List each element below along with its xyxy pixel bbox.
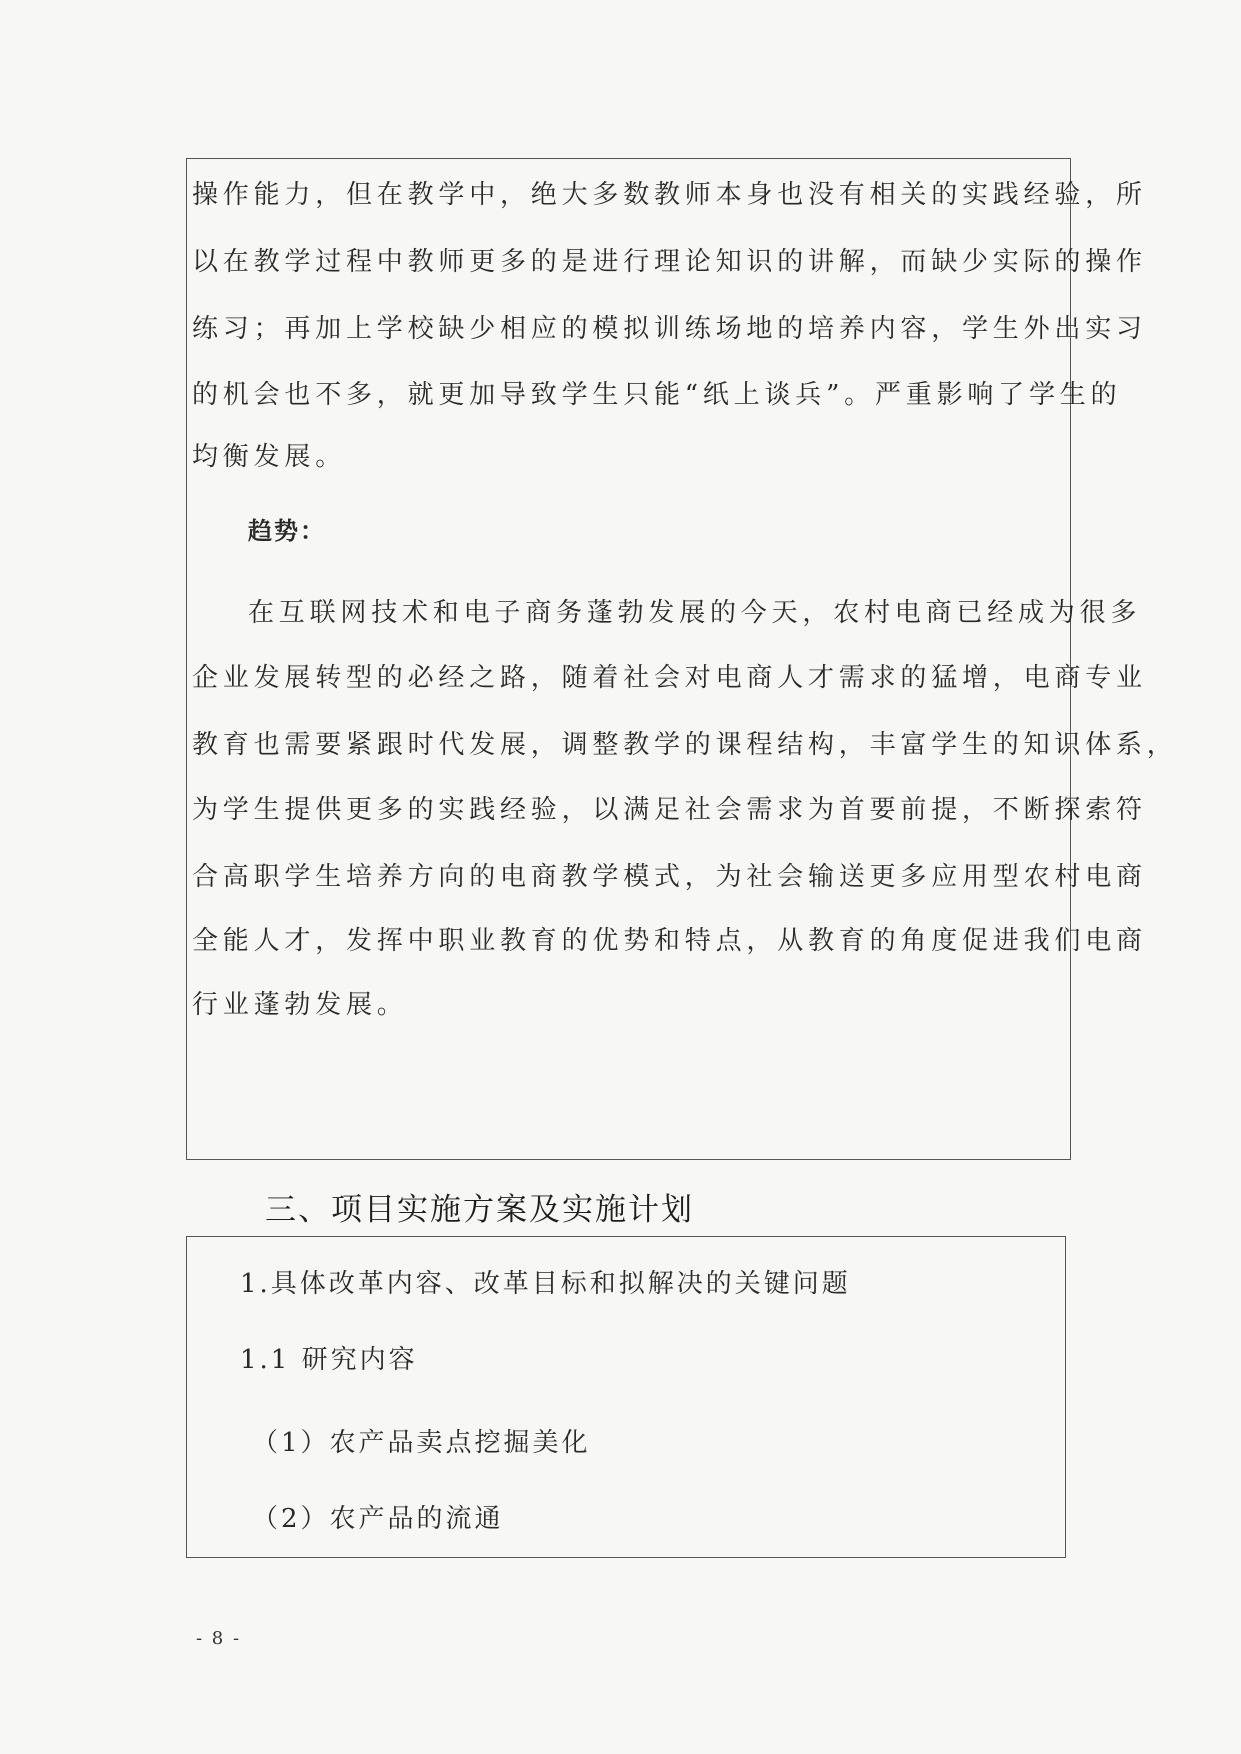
paragraph-line: 以在教学过程中教师更多的是进行理论知识的讲解，而缺少实际的操作 — [192, 247, 1147, 277]
paragraph-line: 的机会也不多，就更加导致学生只能“纸上谈兵”。严重影响了学生的 — [192, 380, 1122, 410]
paragraph-line: 均衡发展。 — [192, 442, 347, 472]
paragraph-line: 企业发展转型的必经之路，随着社会对电商人才需求的猛增，电商专业 — [192, 663, 1147, 693]
trend-heading: 趋势： — [248, 516, 326, 545]
paragraph-line: 练习；再加上学校缺少相应的模拟训练场地的培养内容，学生外出实习 — [192, 314, 1147, 344]
paragraph-line: 合高职学生培养方向的电商教学模式，为社会输送更多应用型农村电商 — [192, 862, 1147, 892]
paragraph-line: 教育也需要紧跟时代发展，调整教学的课程结构，丰富学生的知识体系， — [192, 730, 1178, 760]
paragraph-line: 为学生提供更多的实践经验，以满足社会需求为首要前提，不断探索符 — [192, 795, 1147, 825]
paragraph-line: 在互联网技术和电子商务蓬勃发展的今天，农村电商已经成为很多 — [248, 598, 1142, 628]
section-title: 三、项目实施方案及实施计划 — [265, 1192, 694, 1228]
item-heading: 1.具体改革内容、改革目标和拟解决的关键问题 — [240, 1269, 851, 1299]
paragraph-line: 操作能力，但在教学中，绝大多数教师本身也没有相关的实践经验，所 — [192, 180, 1147, 210]
paragraph-line: 行业蓬勃发展。 — [192, 990, 408, 1020]
subitem-heading: 1.1 研究内容 — [240, 1345, 418, 1375]
paragraph-line: 全能人才，发挥中职业教育的优势和特点，从教育的角度促进我们电商 — [192, 926, 1147, 956]
list-item: （1）农产品卖点挖掘美化 — [252, 1428, 591, 1458]
list-item: （2）农产品的流通 — [252, 1504, 504, 1534]
page-number: - 8 - — [196, 1628, 242, 1649]
